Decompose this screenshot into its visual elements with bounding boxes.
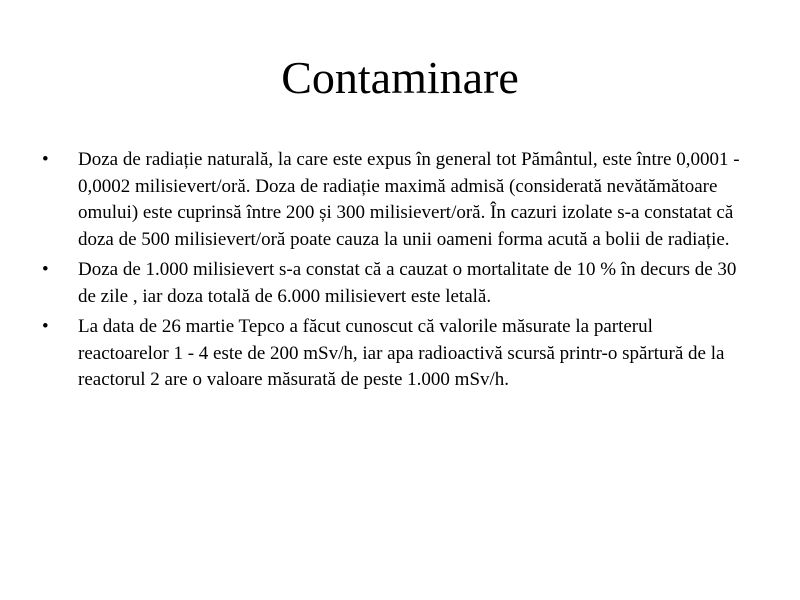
bullet-icon: •	[42, 316, 49, 337]
bullet-icon: •	[42, 149, 49, 170]
bullet-icon: •	[42, 259, 49, 280]
bullet-text: La data de 26 martie Tepco a făcut cunoscut că valorile măsurate la parterul reactoarelor 1 - 4 este de 200 mSv/h, iar apa radioactivă scursă printr-o spărtură de la reactorul 2 are o valoare măsurată de peste 1.000 mSv/h.	[78, 316, 725, 390]
bullet-text: Doza de radiație naturală, la care este expus în general tot Pământul, este între 0,0001 - 0,0002 milisievert/oră. Doza de radiație maximă admisă (considerată nevătămătoare omului) este cuprinsă între 200 și 300 milisievert/oră. În cazuri izolate s-a constatat că doza de 500 milisievert/oră poate cauza la unii oameni forma acută a bolii de radiație.	[78, 149, 740, 250]
bullet-text: Doza de 1.000 milisievert s-a constat că a cauzat o mortalitate de 10 % în decurs de 30 de zile , iar doza totală de 6.000 milisievert este letală.	[78, 259, 737, 307]
slide-title: Contaminare	[281, 52, 519, 103]
bullet-list	[40, 147, 740, 398]
bullet-item-3	[40, 314, 740, 394]
bullet-item-2	[40, 257, 740, 310]
bullet-item-1	[40, 147, 740, 253]
